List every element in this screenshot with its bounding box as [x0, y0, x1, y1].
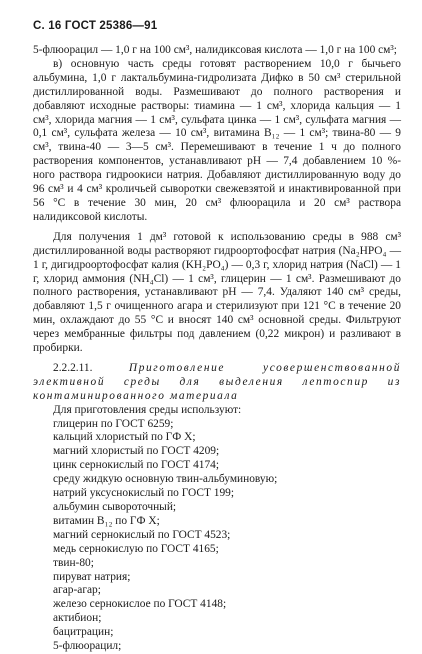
- paragraph-fluorouracil: 5-флюорацил — 1,0 г на 100 см³, налидиксовая кислота — 1,0 г на 100 см³;: [33, 44, 397, 56]
- document-body: [33, 44, 401, 654]
- list-item: бацитрацин;: [53, 626, 114, 639]
- list-item: пируват натрия;: [53, 570, 131, 583]
- list-item: актибион;: [53, 612, 102, 625]
- list-item: глицерин по ГОСТ 6259;: [53, 417, 174, 430]
- ingredients-list: [33, 418, 401, 654]
- list-item: цинк сернокислый по ГОСТ 4174;: [53, 459, 220, 472]
- list-item: магний сернокислый по ГОСТ 4523;: [53, 528, 231, 541]
- page-header: С. 16 ГОСТ 25386—91: [33, 20, 158, 32]
- list-item: витамин B₁₂ по ГФ X;: [53, 514, 160, 527]
- list-item: железо сернокислое по ГОСТ 4148;: [53, 598, 227, 611]
- list-item: магний хлористый по ГОСТ 4209;: [53, 445, 220, 458]
- list-item: агар-агар;: [53, 584, 101, 597]
- section-title: Приготовление усовершенствованной элективной среды для выделения лептоспир из контаминированного материала: [33, 361, 401, 402]
- paragraph-base-medium: в) основную часть среды готовят растворением 10,0 г бычьего альбумина, 1,0 г лактальбумина-гидролизата Дифко в 50 см³ стерильной дистиллированной воды. Размешивают до полного растворения и добавляют исходные растворы: тиамина — 1 см³, хлорида кальция — 1 см³, хлорида магния — 1 см³, сульфата цинка — 1 см³, сульфата магния — 0,1 см³, сульфата железа — 10 см³, витамина B₁₂ — 1 см³; твина-80 — 9 см³, твина-40 — 3—5 см³. Перемешивают в течение 1 ч до полного растворения компонентов, устанавливают pH — 7,4 добавлением 10 %-ного раствора гидроокиси натрия. Добавляют дистиллированную воду до 96 см³ и 4 см³ кроличьей сыворотки свежевзятой и инактивированной при 56 °С в течение 30 мин, 20 см³ флюорацила и 20 см³ раствора налидиксовой кислоты.: [33, 57, 401, 223]
- section-intro: Для приготовления среды используют:: [53, 403, 242, 416]
- list-item: кальций хлористый по ГФ X;: [53, 431, 196, 444]
- paragraph-ready-medium: Для получения 1 дм³ готовой к использованию среды в 988 см³ дистиллированной воды растворяют гидроортофосфат натрия (Na₂HPO₄ — 1 г, дигидроортофосфат калия (KH₂PO₄) — 0,3 г, хлорид натрия (NaCl) — 1 г, хлорид аммония (NH₄Cl) — 1 см³, глицерин — 1 см³. Размешивают до полного растворения, устанавливают pH — 7,4. Удаляют 140 см³ среды, добавляют 1,5 г очищенного агара и стерилизуют при 121 °С в течение 20 мин, охлаждают до 55 °С и вносят 140 см³ основной среды. Фильтруют через мембранные фильтры под давлением (0,22 микрон) и разливают в пробирки.: [33, 230, 401, 355]
- section-heading: [33, 362, 401, 404]
- section-number: 2.2.2.11.: [53, 361, 93, 374]
- list-item: альбумин сывороточный;: [53, 501, 177, 513]
- list-item: среду жидкую основную твин-альбуминовую;: [53, 473, 278, 486]
- list-item: твин-80;: [53, 556, 94, 569]
- list-item: 5-флюорацил;: [53, 640, 122, 653]
- list-item: натрий уксуснокислый по ГОСТ 199;: [53, 487, 235, 500]
- list-item: медь сернокислую по ГОСТ 4165;: [53, 542, 219, 555]
